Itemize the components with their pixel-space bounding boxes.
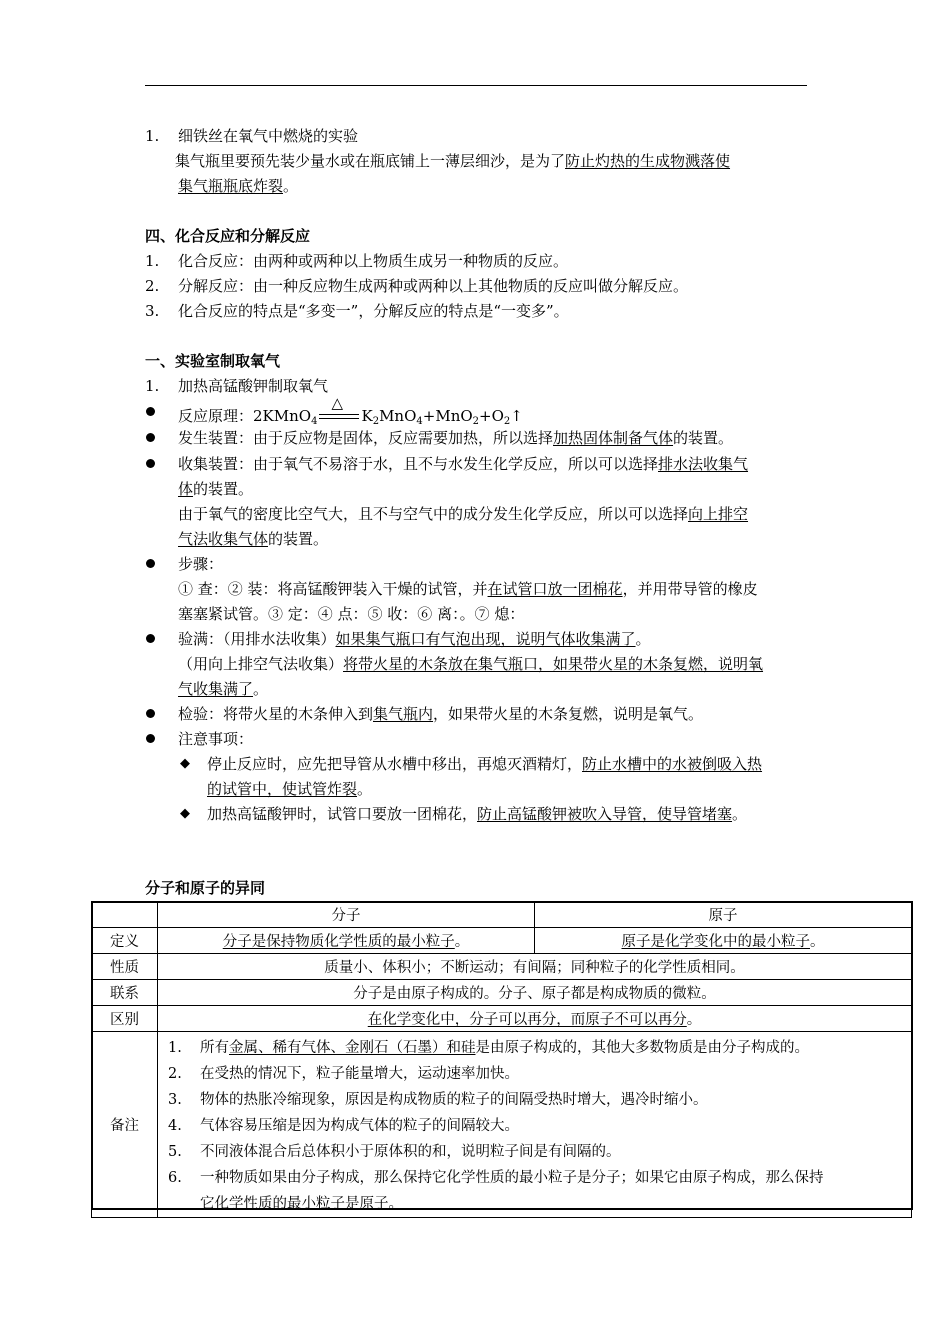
table-header-cell: 原子 — [535, 902, 912, 928]
diamond-bullet-icon: ◆ — [180, 756, 190, 771]
notes-cell — [158, 1032, 912, 1218]
paragraph-line: 气收集满了。 — [178, 680, 269, 698]
paragraph-line: 体的装置。 — [178, 480, 254, 498]
row-label: 定义 — [92, 928, 158, 954]
bullet-icon — [146, 709, 155, 718]
bullet-icon — [146, 407, 155, 416]
section-heading: 一、实验室制取氧气 — [145, 352, 281, 370]
paragraph-line: 发生装置：由于反应物是固体，反应需要加热，所以选择加热固体制备气体的装置。 — [178, 429, 734, 447]
item-number: 3. — [145, 302, 160, 320]
row-label: 备注 — [92, 1032, 158, 1218]
table-caption: 分子和原子的异同 — [145, 879, 266, 897]
paragraph-line: 集气瓶瓶底炸裂。 — [178, 177, 299, 195]
list-item: 化合反应：由两种或两种以上物质生成另一种物质的反应。 — [178, 252, 569, 270]
paragraph-line: 验满：（用排水法收集）如果集气瓶口有气泡出现，说明气体收集满了。 — [178, 630, 651, 648]
list-item-continued: 它化学性质的最小粒子是原子。 — [200, 1196, 403, 1212]
table-cell: 分子是由原子构成的。分子、原子都是构成物质的微粒。 — [158, 980, 912, 1006]
item-title: 加热高锰酸钾制取氧气 — [178, 377, 329, 395]
table-row — [92, 1032, 912, 1218]
bullet-icon — [146, 559, 155, 568]
table-cell: 原子是化学变化中的最小粒子。 — [535, 928, 912, 954]
table-cell: 在化学变化中，分子可以再分，而原子不可以再分。 — [158, 1006, 912, 1032]
paragraph-line: 加热高锰酸钾时，试管口要放一团棉花，防止高锰酸钾被吹入导管，使导管堵塞。 — [207, 805, 748, 823]
bullet-icon — [146, 433, 155, 442]
reaction-equation: 反应原理：2KMnO$_4$ △ $K_2MnO_4+MnO_2+O_2↑$ — [178, 394, 523, 427]
row-label: 联系 — [92, 980, 158, 1006]
table-header-row — [92, 902, 912, 928]
table-header-cell: 分子 — [158, 902, 535, 928]
diamond-bullet-icon: ◆ — [180, 806, 190, 821]
table-row — [92, 1006, 912, 1032]
paragraph-line: 的试管中，使试管炸裂。 — [207, 780, 373, 798]
paragraph-line: 收集装置：由于氧气不易溶于水，且不与水发生化学反应，所以可以选择排水法收集气 — [178, 455, 749, 473]
paragraph-line: ① 查：② 装：将高锰酸钾装入干燥的试管，并在试管口放一团棉花，并用带导管的橡皮 — [178, 580, 758, 598]
paragraph-line: 由于氧气的密度比空气大，且不与空气中的成分发生化学反应，所以可以选择向上排空 — [178, 505, 749, 523]
table-row — [92, 928, 912, 954]
bullet-icon — [146, 734, 155, 743]
paragraph-line: 检验：将带火星的木条伸入到集气瓶内，如果带火星的木条复燃，说明是氧气。 — [178, 705, 704, 723]
item-number: 1. — [145, 252, 160, 270]
item-number: 1. — [145, 127, 160, 145]
item-title: 细铁丝在氧气中燃烧的实验 — [178, 127, 359, 145]
list-item: 5. 不同液体混合后总体积小于原体积的和，说明粒子间是有间隔的。 — [168, 1144, 621, 1160]
paragraph-line: 塞塞紧试管。③ 定：④ 点：⑤ 收：⑥ 离：。⑦ 熄： — [178, 605, 525, 623]
table-row — [92, 954, 912, 980]
table-cell: 分子是保持物质化学性质的最小粒子。 — [158, 928, 535, 954]
row-label: 区别 — [92, 1006, 158, 1032]
table-cell: 质量小、体积小；不断运动；有间隔；同种粒子的化学性质相同。 — [158, 954, 912, 980]
header-rule — [145, 85, 807, 86]
list-item: 6. 一种物质如果由分子构成，那么保持它化学性质的最小粒子是分子；如果它由原子构成，那么保持 — [168, 1170, 824, 1186]
list-item: 化合反应的特点是“多变一”，分解反应的特点是“一变多”。 — [178, 302, 569, 320]
comparison-table — [91, 901, 912, 1218]
table-header-cell — [92, 902, 158, 928]
heating-equals-sign: △ — [319, 409, 359, 423]
list-item: 3. 物体的热胀冷缩现象，原因是构成物质的粒子的间隔受热时增大，遇冷时缩小。 — [168, 1092, 708, 1108]
paragraph-line: 注意事项： — [178, 730, 254, 748]
paragraph-line: 停止反应时，应先把导管从水槽中移出，再熄灭酒精灯，防止水槽中的水被倒吸入热 — [207, 755, 763, 773]
table-row — [92, 980, 912, 1006]
paragraph-line: （用向上排空气法收集）将带火星的木条放在集气瓶口，如果带火星的木条复燃，说明氧 — [178, 655, 764, 673]
bullet-icon — [146, 459, 155, 468]
list-item: 2. 在受热的情况下，粒子能量增大，运动速率加快。 — [168, 1066, 519, 1082]
paragraph-line: 步骤： — [178, 555, 224, 573]
row-label: 性质 — [92, 954, 158, 980]
bullet-icon — [146, 634, 155, 643]
list-item: 1. 所有金属、稀有气体、金刚石（石墨）和硅是由原子构成的，其他大多数物质是由分子构成的。 — [168, 1040, 809, 1056]
list-item: 分解反应：由一种反应物生成两种或两种以上其他物质的反应叫做分解反应。 — [178, 277, 689, 295]
paragraph-line: 集气瓶里要预先装少量水或在瓶底铺上一薄层细沙，是为了防止灼热的生成物溅落使 — [175, 152, 731, 170]
paragraph-line: 气法收集气体的装置。 — [178, 530, 329, 548]
list-item: 4. 气体容易压缩是因为构成气体的粒子的间隔较大。 — [168, 1118, 519, 1134]
item-number: 2. — [145, 277, 160, 295]
item-number: 1. — [145, 377, 160, 395]
section-heading: 四、化合反应和分解反应 — [145, 227, 311, 245]
